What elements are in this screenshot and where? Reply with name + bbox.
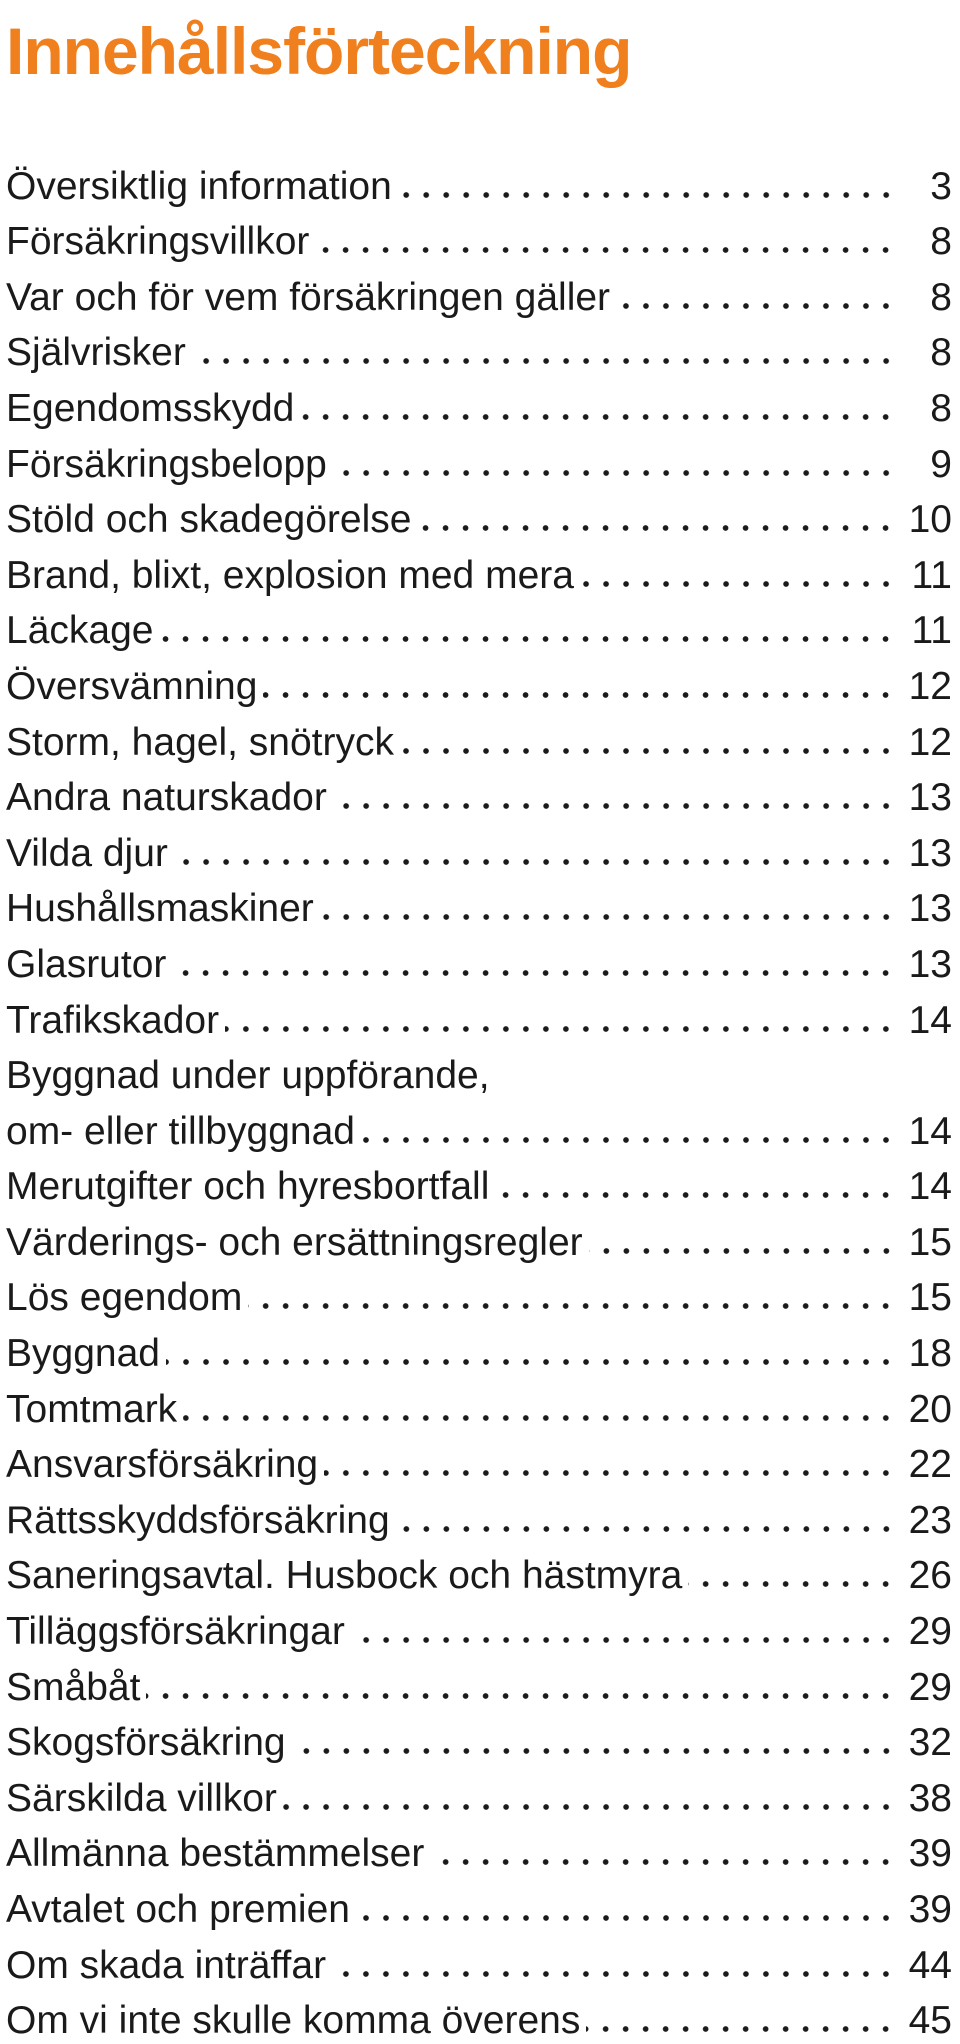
toc-entry-label: Särskilda villkor (6, 1776, 277, 1820)
toc-entry-label: Skogsförsäkring (6, 1721, 286, 1765)
toc-entry-label: Hushållsmaskiner (6, 887, 314, 931)
dot-leader (263, 689, 896, 701)
toc-entry-page-number: 11 (911, 553, 952, 597)
dot-leader (183, 1412, 896, 1424)
toc-page (6, 0, 952, 2044)
toc-entry-label: om- eller tillbyggnad (6, 1109, 356, 1153)
toc-entry[interactable] (6, 154, 952, 210)
dot-leader (356, 1912, 896, 1924)
toc-entry-label: Om skada inträffar (6, 1943, 327, 1987)
toc-entry[interactable] (6, 654, 952, 710)
toc-entry-label: Allmänna bestämmelser (6, 1832, 425, 1876)
toc-entry-label: Merutgifter och hyresbortfall (6, 1165, 490, 1209)
toc-entry-label: Tilläggsförsäkringar (6, 1610, 345, 1654)
toc-entry[interactable] (6, 1488, 952, 1544)
toc-entry[interactable] (6, 543, 952, 599)
dot-leader (283, 1801, 896, 1813)
toc-entry[interactable] (6, 1766, 952, 1822)
dot-leader (495, 1189, 896, 1201)
toc-entry[interactable] (6, 1989, 952, 2044)
dot-leader (320, 911, 896, 923)
toc-entry-page-number: 45 (908, 1999, 952, 2043)
toc-entry-label: Självrisker (6, 331, 186, 375)
dot-leader (324, 1467, 896, 1479)
toc-entry[interactable] (6, 1210, 952, 1266)
toc-entry-page-number: 8 (930, 331, 952, 375)
dot-leader (292, 1745, 896, 1757)
toc-entry[interactable] (6, 710, 952, 766)
toc-entry-page-number: 12 (908, 664, 952, 708)
toc-entry[interactable] (6, 1433, 952, 1489)
toc-entry-page-number: 14 (908, 1165, 952, 1209)
dot-leader (400, 745, 896, 757)
toc-entry-page-number: 10 (908, 498, 952, 542)
toc-entry-page-number: 20 (908, 1387, 952, 1431)
toc-entry-page-number: 13 (908, 776, 952, 820)
dot-leader (398, 189, 896, 201)
toc-entry-label: Översiktlig information (6, 164, 392, 208)
toc-entry[interactable] (6, 1877, 952, 1933)
toc-entry-label: Byggnad (6, 1332, 160, 1376)
toc-entry-page-number: 39 (908, 1832, 952, 1876)
toc-entry-page-number: 14 (908, 1109, 952, 1153)
toc-entry-label-first-line: Byggnad under uppförande, (6, 1054, 490, 1098)
toc-entry-page-number: 13 (908, 942, 952, 986)
toc-entry-page-number: 15 (908, 1220, 952, 1264)
toc-entry-label: Vilda djur (6, 831, 168, 875)
toc-entry-page-number: 3 (930, 164, 952, 208)
toc-entry[interactable] (6, 432, 952, 488)
toc-entry-label: Läckage (6, 609, 154, 653)
toc-list (6, 154, 952, 2044)
toc-entry-page-number: 14 (908, 998, 952, 1042)
toc-entry[interactable] (6, 210, 952, 266)
toc-entry-row (6, 1108, 952, 1155)
dot-leader (589, 1245, 896, 1257)
toc-entry-page-number: 26 (908, 1554, 952, 1598)
toc-entry-page-number: 13 (908, 887, 952, 931)
toc-entry[interactable] (6, 1155, 952, 1211)
toc-entry[interactable] (6, 1933, 952, 1989)
toc-entry[interactable] (6, 1655, 952, 1711)
toc-entry[interactable] (6, 988, 952, 1044)
toc-entry-page-number: 39 (908, 1888, 952, 1931)
dot-leader (580, 578, 896, 590)
dot-leader (146, 1690, 896, 1702)
toc-entry[interactable] (6, 376, 952, 432)
dot-leader (332, 1968, 896, 1980)
toc-entry[interactable] (6, 821, 952, 877)
dot-leader (688, 1578, 896, 1590)
toc-entry-page-number: 29 (908, 1610, 952, 1654)
dot-leader (396, 1523, 896, 1535)
toc-entry-label: Glasrutor (6, 942, 167, 986)
toc-entry[interactable] (6, 1544, 952, 1600)
toc-entry-page-number: 8 (930, 220, 952, 264)
dot-leader (351, 1634, 896, 1646)
toc-entry-label: Trafikskador (6, 998, 220, 1042)
toc-entry-label: Översvämning (6, 664, 258, 708)
toc-entry-label: Lös egendom (6, 1276, 243, 1320)
toc-entry-label: Försäkringsbelopp (6, 442, 327, 486)
dot-leader (174, 856, 896, 868)
toc-entry-label: Avtalet och premien (6, 1888, 350, 1931)
toc-entry-page-number: 13 (908, 831, 952, 875)
toc-entry-label: Värderings- och ersättningsregler (6, 1220, 583, 1264)
toc-entry-page-number: 15 (908, 1276, 952, 1320)
dot-leader (166, 1356, 896, 1368)
toc-entry-label: Småbåt (6, 1665, 141, 1709)
dot-leader (333, 800, 896, 812)
toc-entry[interactable] (6, 1822, 952, 1878)
dot-leader (430, 1856, 896, 1868)
dot-leader (248, 1300, 896, 1312)
toc-entry[interactable] (6, 1599, 952, 1655)
toc-entry-page-number: 38 (908, 1776, 952, 1820)
toc-entry[interactable] (6, 877, 952, 933)
dot-leader (159, 633, 896, 645)
toc-entry-label: Egendomsskydd (6, 386, 295, 430)
toc-entry[interactable] (6, 1266, 952, 1322)
toc-entry-page-number: 12 (908, 720, 952, 764)
toc-entry[interactable] (6, 1711, 952, 1767)
toc-entry-page-number: 29 (908, 1665, 952, 1709)
toc-entry[interactable] (6, 766, 952, 822)
dot-leader (225, 1023, 896, 1035)
toc-entry-page-number: 8 (930, 386, 952, 430)
toc-entry-page-number: 11 (911, 609, 952, 653)
toc-entry-page-number: 32 (908, 1721, 952, 1765)
toc-entry[interactable] (6, 932, 952, 988)
dot-leader (300, 411, 896, 423)
toc-entry-label: Andra naturskador (6, 776, 327, 820)
toc-entry-label: Försäkringsvillkor (6, 220, 310, 264)
dot-leader (361, 1134, 896, 1146)
toc-entry-label: Stöld och skadegörelse (6, 498, 412, 542)
toc-entry[interactable] (6, 1377, 952, 1433)
toc-entry-page-number: 9 (930, 442, 952, 486)
dot-leader (315, 244, 896, 256)
toc-entry-page-number: 18 (908, 1332, 952, 1376)
toc-entry-page-number: 23 (908, 1498, 952, 1542)
dot-leader (417, 522, 896, 534)
toc-entry-page-number: 44 (908, 1943, 952, 1987)
toc-entry-label: Storm, hagel, snötryck (6, 720, 394, 764)
dot-leader (172, 967, 896, 979)
dot-leader (586, 2023, 896, 2035)
toc-entry[interactable] (6, 321, 952, 377)
toc-entry-label: Var och för vem försäkringen gäller (6, 275, 611, 319)
toc-entry-label: Ansvarsförsäkring (6, 1443, 319, 1487)
toc-entry[interactable] (6, 488, 952, 544)
toc-entry[interactable] (6, 265, 952, 321)
toc-entry-label: Om vi inte skulle komma överens (6, 1999, 581, 2043)
toc-entry[interactable] (6, 1044, 952, 1155)
toc-entry-page-number: 22 (908, 1443, 952, 1487)
dot-leader (616, 300, 896, 312)
toc-entry-label: Tomtmark (6, 1387, 178, 1431)
page-title: Innehållsförteckning (6, 14, 632, 88)
dot-leader (192, 355, 896, 367)
toc-entry[interactable] (6, 1321, 952, 1377)
dot-leader (333, 467, 896, 479)
toc-entry-label: Saneringsavtal. Husbock och hästmyra (6, 1554, 683, 1598)
toc-entry[interactable] (6, 599, 952, 655)
toc-entry-label: Rättsskyddsförsäkring (6, 1498, 390, 1542)
toc-entry-page-number: 8 (930, 275, 952, 319)
toc-entry-label: Brand, blixt, explosion med mera (6, 553, 574, 597)
